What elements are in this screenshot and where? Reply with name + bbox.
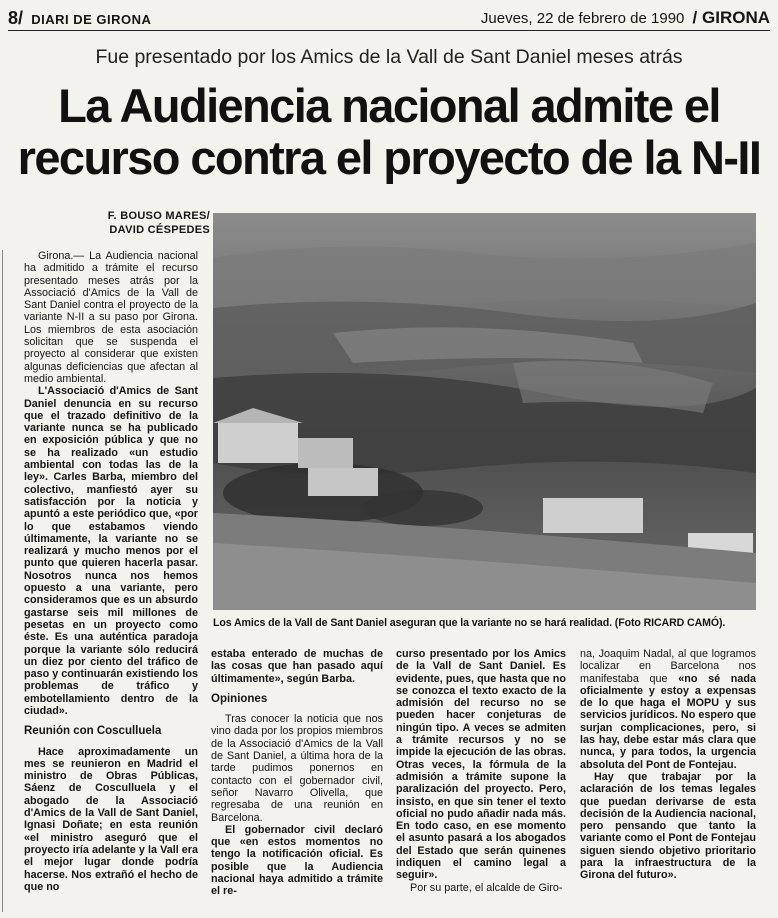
page-number: 8/ — [8, 8, 24, 28]
article-column-3 — [396, 648, 566, 914]
paragraph-text: na, Joaquim Nadal, al que logramos localizar en Barcelona nos manifestaba que — [580, 648, 756, 685]
paragraph-quote: «no sé nada oficialmente y estoy a expensas de lo que haga el MOPU y sus servicios jurídicos. No espero que surjan complicaciones, pero, si las hay, debe estar más clara que nunca, y para todos, la urgencia absoluta del Pont de Fontejau. — [580, 672, 756, 771]
issue-date: Jueves, 22 de febrero de 1990 — [480, 10, 685, 27]
page-header — [8, 6, 770, 31]
headline-line-1: La Audiencia nacional admite el — [58, 79, 720, 132]
photo-caption: Los Amics de la Vall de Sant Daniel aseguran que la variante no se hará realidad. (Foto RICARD CAMÓ). — [213, 617, 726, 629]
header-left — [8, 8, 151, 29]
article-column-2 — [211, 648, 383, 914]
header-right — [481, 8, 770, 28]
landscape-photo-icon — [213, 213, 756, 610]
paragraph-quote: El gobernador civil declaró que «en estos momentos no tengo la notificación oficial. Es posible que la Audiencia nacional haya admitido a trámite el re- — [211, 823, 383, 898]
headline-line-2: recurso contra el proyecto de la N-II — [17, 131, 761, 184]
headline — [10, 80, 768, 184]
paragraph — [580, 648, 756, 771]
paragraph: estaba enterado de muchas de las cosas que han pasado aquí últimamente», según Barba. — [211, 648, 383, 685]
article-column-1 — [24, 250, 198, 912]
subheading-reunion: Reunión con Cosculluela — [24, 725, 162, 738]
paragraph: Girona.— La Audiencia nacional ha admitido a trámite el recurso presentado meses atrás por la Associació d'Amics de la Vall de Sant Daniel contra el proyecto de la variante N-II a su paso por Girona. Los miembros de esta asociación solicitan que se suspenda el proyecto al considerar que existen algunas deficiencias que afectan al medio ambiental. — [24, 250, 198, 385]
byline-author-1: F. BOUSO MARES/ — [107, 210, 210, 222]
paragraph-quote: Hay que trabajar por la aclaración de los temas legales que puedan derivarse de esta decisión de la Audiencia nacional, pero pensando que tanto la variante como el Pont de Fontejau siguen siendo objetivo prioritario para la infraestructura de la Girona del futuro». — [580, 770, 756, 882]
byline-author-2: DAVID CÉSPEDES — [109, 224, 210, 236]
kicker: Fue presentado por los Amics de la Vall de Sant Daniel meses atrás — [95, 46, 683, 68]
paragraph: Tras conocer la noticia que nos vino dada por los propios miembros de la Associació d'Amics de la Vall de Sant Daniel, a última hora de la tarde pudimos ponernos en contacto con el gobernador civil, señor Navarro Olivella, que regresaba de una reunión en Barcelona. — [211, 713, 383, 824]
section-name: / GIRONA — [692, 8, 770, 27]
paper-name: DIARI DE GIRONA — [31, 12, 152, 27]
paragraph-quote: curso presentado por los Amics de la Vall de Sant Daniel. Es evidente, pues, que hasta que no se conozca el texto exacto de la admisión del recurso no se pueden hacer conjeturas de ningún tipo. A veces se admiten a trámite recursos y no se impide la ejecución de las obras. Otras veces, la fórmula de la admisión a trámite supone la paralización del proyecto. Pero, insisto, en que sin tener el texto oficial no pudo añadir nada más. En todo caso, en ese momento el asunto pasará a los abogados del Estado que serán quinenes indiquen el camino legal a seguir». — [396, 648, 566, 882]
column-rule — [2, 250, 3, 912]
landscape-photo — [213, 213, 756, 610]
subheading-opiniones: Opiniones — [211, 692, 268, 705]
paragraph: Hace aproximadamente un mes se reunieron en Madrid el ministro de Obras Públicas, Sáenz de Cosculluela y el abogado de la Associació d'Amics de la Vall de Sant Daniel, Ignasi Doñate; en esta reunión «el ministro aseguró que el proyecto iría adelante y la Vall era el mejor lugar donde podría hacerse. Nos extrañó el hecho de que no — [24, 745, 198, 893]
article-column-4 — [580, 648, 756, 914]
byline — [100, 209, 210, 237]
paragraph: Por su parte, el alcalde de Giro- — [410, 881, 563, 894]
paragraph-quote: L'Associació d'Amics de Sant Daniel denuncia en su recurso que el trazado definitivo de la variante nunca se ha publicado en exposición pública y que no se ha realizado «un estudio ambiental con todas las de la ley». Carles Barba, miembro del colectivo, manfiestó ayer su satisfacción por la noticia y apuntó a este periódico que, «por lo que estabamos viendo últimamente, la variante no se realizará y mucho menos por el punto que quieren hacerla pasar. Nosotros nunca nos hemos opuesto a una variante, pero consideramos que es un absurdo gastarse seis mil millones de pesetas en un proyecto como éste. Es una auténtica paradoja porque la variante sólo reducirá un diez por ciento del tráfico de paso y continuarán existiendo los problemas de tráfico y embotellamiento dentro de la ciudad». — [24, 385, 198, 717]
